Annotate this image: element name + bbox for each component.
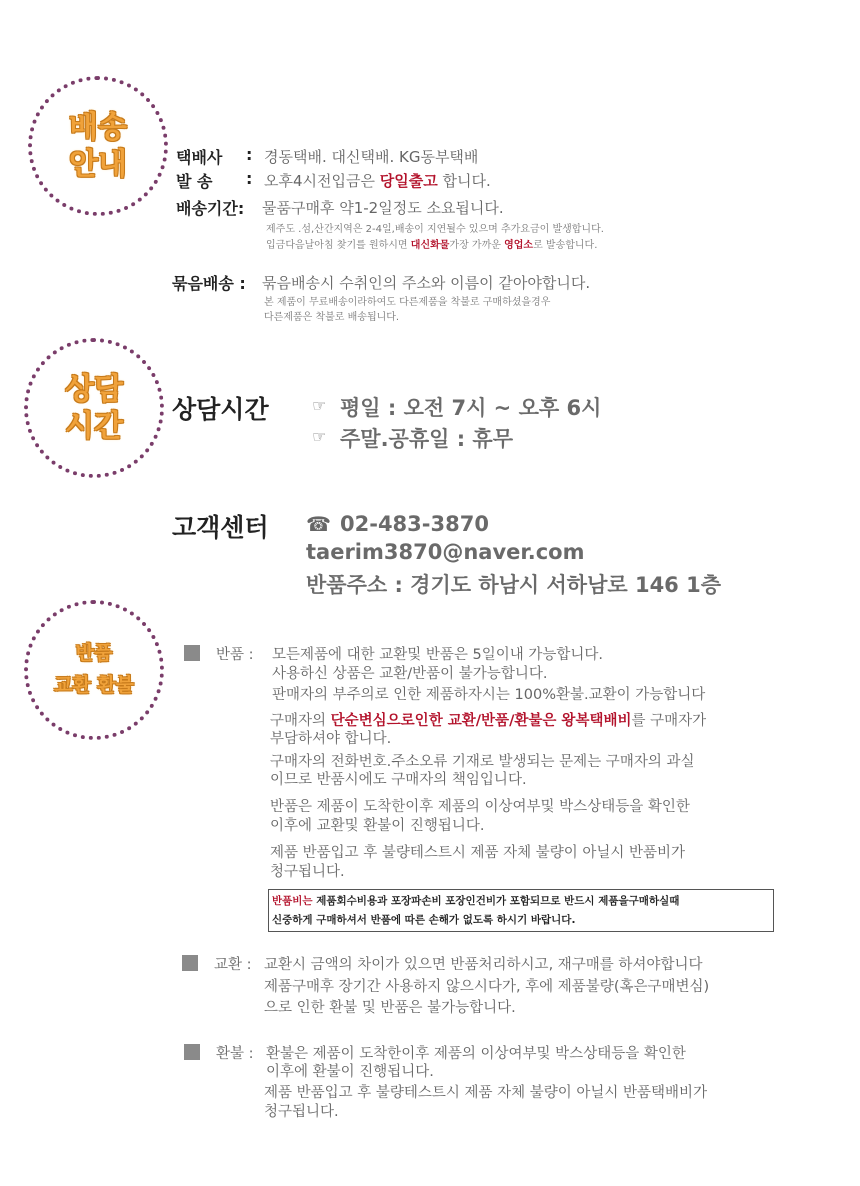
refund-line-2: 이후에 환불이 진행됩니다. — [266, 1064, 434, 1080]
refund-line-1: 환불은 제품이 도착한이후 제품의 이상여부및 박스상태등을 확인한 — [266, 1046, 686, 1062]
return-fee-notice — [268, 889, 774, 932]
bundle-value: 묶음배송시 수취인의 주소와 이름이 같아야합니다. — [262, 274, 591, 292]
return-fee-notice-text-1: 제품회수비용과 포장파손비 포장인건비가 포함되므로 반드시 제품을구매하실때 — [312, 895, 680, 907]
consult-title: 상담시간 — [172, 395, 269, 424]
consult-badge-line1: 상담 — [65, 371, 123, 407]
return-label: 반품 : — [216, 647, 254, 663]
return-line-5: 부담하셔야 합니다. — [270, 731, 392, 747]
return-fee-notice-line-2: 신중하게 구매하셔서 반품에 따른 손해가 없도록 하시기 바랍니다. — [272, 914, 576, 926]
ship-value-highlight: 당일출고 — [379, 172, 438, 190]
delivery-badge-line2: 안내 — [69, 147, 127, 182]
bundle-label: 묶음배송 : — [172, 274, 246, 293]
ship-value — [264, 170, 491, 191]
consult-badge-line2: 시간 — [65, 409, 123, 444]
return-line-3: 판매자의 부주의로 인한 제품하자시는 100%환불.교환이 가능합니다 — [272, 687, 706, 703]
period-note-2-red1: 대신화물 — [410, 240, 450, 251]
consult-weekday: 평일 : 오전 7시 ~ 오후 6시 — [340, 396, 602, 420]
ship-value-post: 합니다. — [437, 172, 491, 190]
returns-badge-line2: 교환 환불 — [53, 674, 135, 696]
consult-weekend: 주말.공휴일 : 휴무 — [340, 427, 513, 451]
period-note-2-pre: 입금다음날아침 찾기를 원하시면 — [266, 240, 411, 251]
returns-badge — [24, 600, 164, 740]
ship-label: 발 송 — [176, 172, 213, 191]
exchange-line-2: 제품구매후 장기간 사용하지 않으시다가, 후에 제품불량(혹은구매변심) — [264, 979, 710, 995]
hand-pointer-icon: ☞ — [312, 427, 327, 446]
exchange-label: 교환 : — [214, 957, 252, 973]
return-fee-notice-highlight: 반품비는 — [272, 895, 313, 907]
return-line-4-highlight: 단순변심으로인한 교환/반품/환불은 왕복택배비 — [330, 713, 632, 729]
delivery-badge-line1: 배송 — [69, 109, 127, 145]
refund-label: 환불 : — [216, 1046, 254, 1062]
return-line-4-pre: 구매자의 — [270, 713, 331, 729]
phone-icon: ☎ — [306, 512, 331, 536]
period-note-2-mid: 가장 가까운 — [449, 240, 505, 251]
courier-value: 경동택배. 대신택배. KG동부택배 — [264, 148, 479, 166]
bundle-note-1: 본 제품이 무료배송이라하여도 다른제품을 착불로 구매하셨을경우 — [264, 297, 551, 308]
exchange-line-3: 으로 인한 환불 및 반품은 불가능합니다. — [264, 1000, 516, 1016]
consult-badge — [24, 338, 164, 478]
exchange-line-1: 교환시 금액의 차이가 있으면 반품처리하시고, 재구매를 하셔야합니다 — [264, 957, 703, 973]
refund-line-4: 청구됩니다. — [264, 1104, 339, 1120]
return-line-1: 모든제품에 대한 교환및 반품은 5일이내 가능합니다. — [272, 647, 604, 663]
courier-label: 택배사 — [176, 148, 223, 167]
ship-colon: : — [246, 169, 253, 188]
bundle-note-2: 다른제품은 착불로 배송됩니다. — [264, 312, 400, 323]
period-note-1: 제주도 .섬,산간지역은 2-4일,배송이 지연될수 있으며 추가요금이 발생합니다. — [266, 224, 604, 235]
period-note-2-red2: 영업소 — [504, 240, 534, 251]
courier-colon: : — [246, 145, 253, 164]
period-note-2 — [266, 236, 597, 251]
center-email: taerim3870@naver.com — [306, 540, 585, 564]
exchange-bullet — [182, 955, 198, 971]
hand-pointer-icon: ☞ — [312, 396, 327, 415]
return-line-8: 반품은 제품이 도착한이후 제품의 이상여부및 박스상태등을 확인한 — [270, 799, 690, 815]
return-line-11: 청구됩니다. — [270, 864, 345, 880]
center-title: 고객센터 — [172, 513, 269, 542]
return-line-9: 이후에 교환및 환불이 진행됩니다. — [270, 818, 485, 834]
period-note-2-post: 로 발송합니다. — [533, 240, 598, 251]
center-phone: 02-483-3870 — [340, 512, 489, 536]
return-line-7: 이므로 반품시에도 구매자의 책임입니다. — [270, 772, 527, 788]
delivery-badge — [28, 76, 168, 216]
return-line-10: 제품 반품입고 후 불량테스트시 제품 자체 불량이 아닐시 반품비가 — [270, 845, 686, 861]
refund-line-3: 제품 반품입고 후 불량테스트시 제품 자체 불량이 아닐시 반품택배비가 — [264, 1085, 708, 1101]
return-line-2: 사용하신 상품은 교환/반품이 불가능합니다. — [272, 666, 548, 682]
return-line-6: 구매자의 전화번호.주소오류 기재로 발생되는 문제는 구매자의 과실 — [270, 754, 695, 770]
return-address: 반품주소 : 경기도 하남시 서하남로 146 1층 — [306, 573, 722, 597]
return-line-4-post: 를 구매자가 — [631, 713, 707, 729]
return-bullet — [184, 645, 200, 661]
ship-value-pre: 오후4시전입금은 — [264, 172, 380, 190]
return-fee-notice-line-1 — [272, 892, 770, 911]
refund-bullet — [184, 1044, 200, 1060]
period-value: 물품구매후 약1-2일정도 소요됩니다. — [262, 199, 504, 217]
period-label: 배송기간: — [176, 199, 245, 218]
returns-badge-line1: 반품 — [75, 642, 113, 665]
